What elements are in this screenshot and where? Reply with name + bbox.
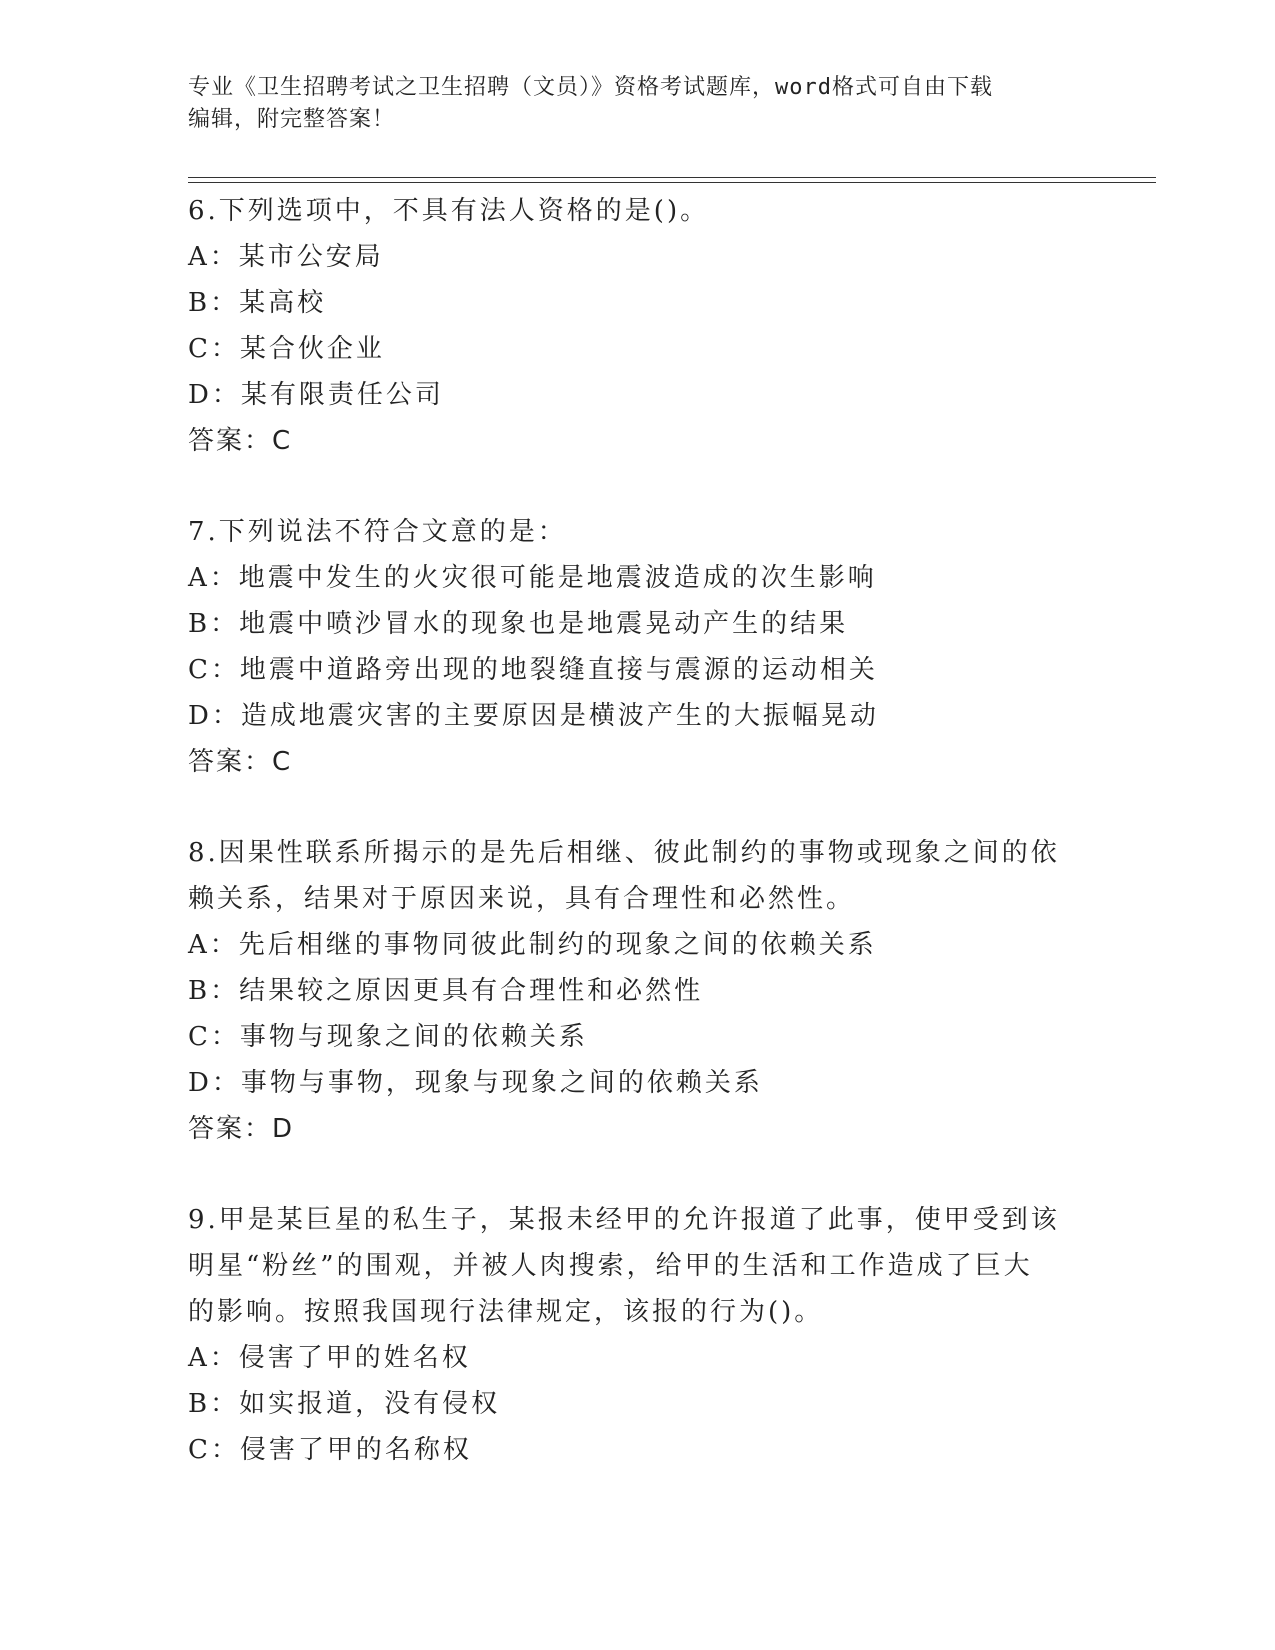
option-d: D：事物与事物，现象与现象之间的依赖关系 xyxy=(188,1068,763,1098)
answer-label: 答案：C xyxy=(188,426,293,456)
question-7 xyxy=(188,509,1088,785)
option-c: C：地震中道路旁出现的地裂缝直接与震源的运动相关 xyxy=(188,655,878,685)
question-6 xyxy=(188,188,1088,464)
header-divider-top xyxy=(188,177,1156,178)
option-a: A：某市公安局 xyxy=(188,242,384,272)
option-b: B：如实报道，没有侵权 xyxy=(188,1389,501,1419)
question-stem-continued: 赖关系，结果对于原因来说，具有合理性和必然性。 xyxy=(188,884,856,914)
option-a: A：先后相继的事物同彼此制约的现象之间的依赖关系 xyxy=(188,930,877,960)
question-stem: 7.下列说法不符合文意的是： xyxy=(188,517,567,547)
question-9 xyxy=(188,1197,1088,1473)
option-c: C：某合伙企业 xyxy=(188,334,385,364)
question-stem-continued: 明星“粉丝”的围观，并被人肉搜索，给甲的生活和工作造成了巨大 xyxy=(188,1251,1033,1281)
question-stem: 9.甲是某巨星的私生子，某报未经甲的允许报道了此事，使甲受到该 xyxy=(188,1205,1060,1235)
header-divider-bottom xyxy=(188,182,1156,183)
option-c: C：事物与现象之间的依赖关系 xyxy=(188,1022,588,1052)
answer-label: 答案：D xyxy=(188,1114,295,1144)
question-stem-continued: 的影响。按照我国现行法律规定，该报的行为()。 xyxy=(188,1297,824,1327)
question-spacer xyxy=(188,464,1088,509)
option-c: C：侵害了甲的名称权 xyxy=(188,1435,472,1465)
question-spacer xyxy=(188,785,1088,830)
option-b: B：地震中喷沙冒水的现象也是地震晃动产生的结果 xyxy=(188,609,849,639)
answer-label: 答案：C xyxy=(188,747,293,777)
question-spacer xyxy=(188,1152,1088,1197)
question-stem: 6.下列选项中，不具有法人资格的是()。 xyxy=(188,196,710,226)
option-b: B：某高校 xyxy=(188,288,327,318)
option-a: A：侵害了甲的姓名权 xyxy=(188,1343,471,1373)
header-line-2: 编辑，附完整答案！ xyxy=(188,107,396,132)
question-stem: 8.因果性联系所揭示的是先后相继、彼此制约的事物或现象之间的依 xyxy=(188,838,1060,868)
document-header xyxy=(188,72,1068,136)
question-list xyxy=(188,188,1088,1473)
option-b: B：结果较之原因更具有合理性和必然性 xyxy=(188,976,704,1006)
option-d: D：某有限责任公司 xyxy=(188,380,444,410)
option-d: D：造成地震灾害的主要原因是横波产生的大振幅晃动 xyxy=(188,701,879,731)
option-a: A：地震中发生的火灾很可能是地震波造成的次生影响 xyxy=(188,563,877,593)
question-8 xyxy=(188,830,1088,1152)
header-line-1: 专业《卫生招聘考试之卫生招聘（文员）》资格考试题库，word格式可自由下载 xyxy=(188,75,993,100)
